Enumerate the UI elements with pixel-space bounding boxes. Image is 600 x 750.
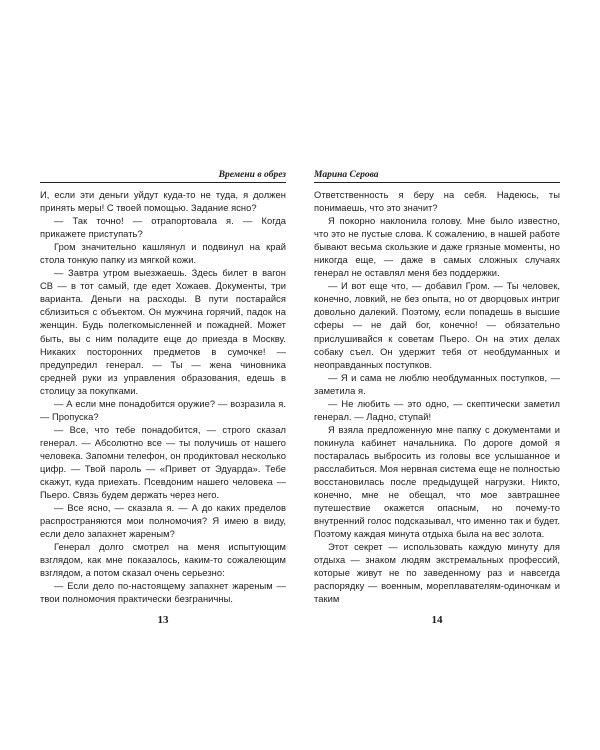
paragraph: — Я и сама не люблю необдуманных поступков, — заметила я.	[314, 372, 560, 396]
paragraph: — Завтра утром выезжаешь. Здесь билет в вагон СВ — в тот самый, где едет Хожаев. Документы, три варианта. Деньги на расходы. В пути постарайся сблизиться с объектом. Он мужчина горячий, падок на женщин. Будь полегкомысленней и пожадней. Может быть, вы с ним поладите еще до приезда в Москву. Никаких посторонних предметов в сумочке! — предупредил генерал. — Ты — жена чиновника средней руки из управления образования, едешь в столицу за покупками.	[40, 268, 286, 396]
paragraph: Я покорно наклонила голову. Мне было известно, что это не пустые слова. К сожалению, в нашей работе бывают весьма скользкие и даже грязные моменты, но никогда еще, — даже в самых сложных случаях генерал не оставлял меня без поддержки.	[314, 216, 560, 279]
right-page	[314, 168, 560, 627]
paragraph: — Все, что тебе понадобится, — строго сказал генерал. — Абсолютно все — ты получишь от нашего человека. Запомни телефон, он продиктовал несколько цифр. — Твой пароль — «Привет от Эдуарда». Тебе скажут, куда приехать. Псевдоним нашего человека — Пьеро. Связь будем держать через него.	[40, 424, 286, 501]
page-number: 13	[157, 613, 169, 626]
running-head: Марина Серова	[314, 168, 560, 183]
left-page	[40, 168, 286, 627]
paragraph: Гром значительно кашлянул и подвинул на край стола тонкую папку из мягкой кожи.	[40, 242, 286, 266]
paragraph: Этот секрет — использовать каждую минуту для отдыха — знаком людям экстремальных профессий, которые живут не по заведенному раз и навсегда распорядку — военным, мореплавателям-одиночкам и таким	[314, 542, 560, 605]
paragraph: — Так точно! — отрапортовала я. — Когда прикажете приступать?	[40, 216, 286, 240]
paragraph: — А если мне понадобится оружие? — возразила я. — Пропуска?	[40, 398, 286, 422]
paragraph: — И вот еще что, — добавил Гром. — Ты человек, конечно, ловкий, не без опыта, но от дворцовых интриг довольно далекий. Поэтому, если попадешь в высшие сферы — не дай бог, конечно! — обязательно прислушивайся к советам Пьеро. Он на этих делах собаку съел. Он удержит тебя от необдуманных и неоправданных поступков.	[314, 281, 560, 370]
page-body	[314, 189, 560, 607]
paragraph: Ответственность я беру на себя. Надеюсь, ты понимаешь, что это значит?	[314, 190, 560, 214]
paragraph: — Не любить — это одно, — скептически заметил генерал. — Ладно, ступай!	[314, 398, 560, 422]
paragraph: И, если эти деньги уйдут куда-то не туда, я должен принять меры! С твоей помощью. Задание ясно?	[40, 190, 286, 214]
paragraph: — Все ясно, — сказала я. — А до каких пределов распространяются мои полномочия? Я имею в виду, если дело запахнет жареным?	[40, 503, 286, 540]
paragraph: Я взяла предложенную мне папку с документами и покинула кабинет начальника. По дороге домой я постаралась выбросить из головы все услышанное и расслабиться. Моя нервная система еще не полностью восстановилась после предыдущей нагрузки. Никто, конечно, мне не обещал, что мое завтрашнее путешествие окажется опасным, но почему-то внутренний голос подсказывал, что именно так и будет. Поэтому каждая минута отдыха была на вес золота.	[314, 424, 560, 540]
paragraph: — Если дело по-настоящему запахнет жареным — твои полномочия практически безграничны.	[40, 581, 286, 605]
page-body	[40, 189, 286, 607]
page-number: 14	[431, 613, 443, 626]
paragraph: Генерал долго смотрел на меня испытующим взглядом, как мне показалось, каким-то сожалеющим взглядом, а потом сказал очень серьезно:	[40, 542, 286, 579]
running-head: Времени в обрез	[40, 168, 286, 183]
